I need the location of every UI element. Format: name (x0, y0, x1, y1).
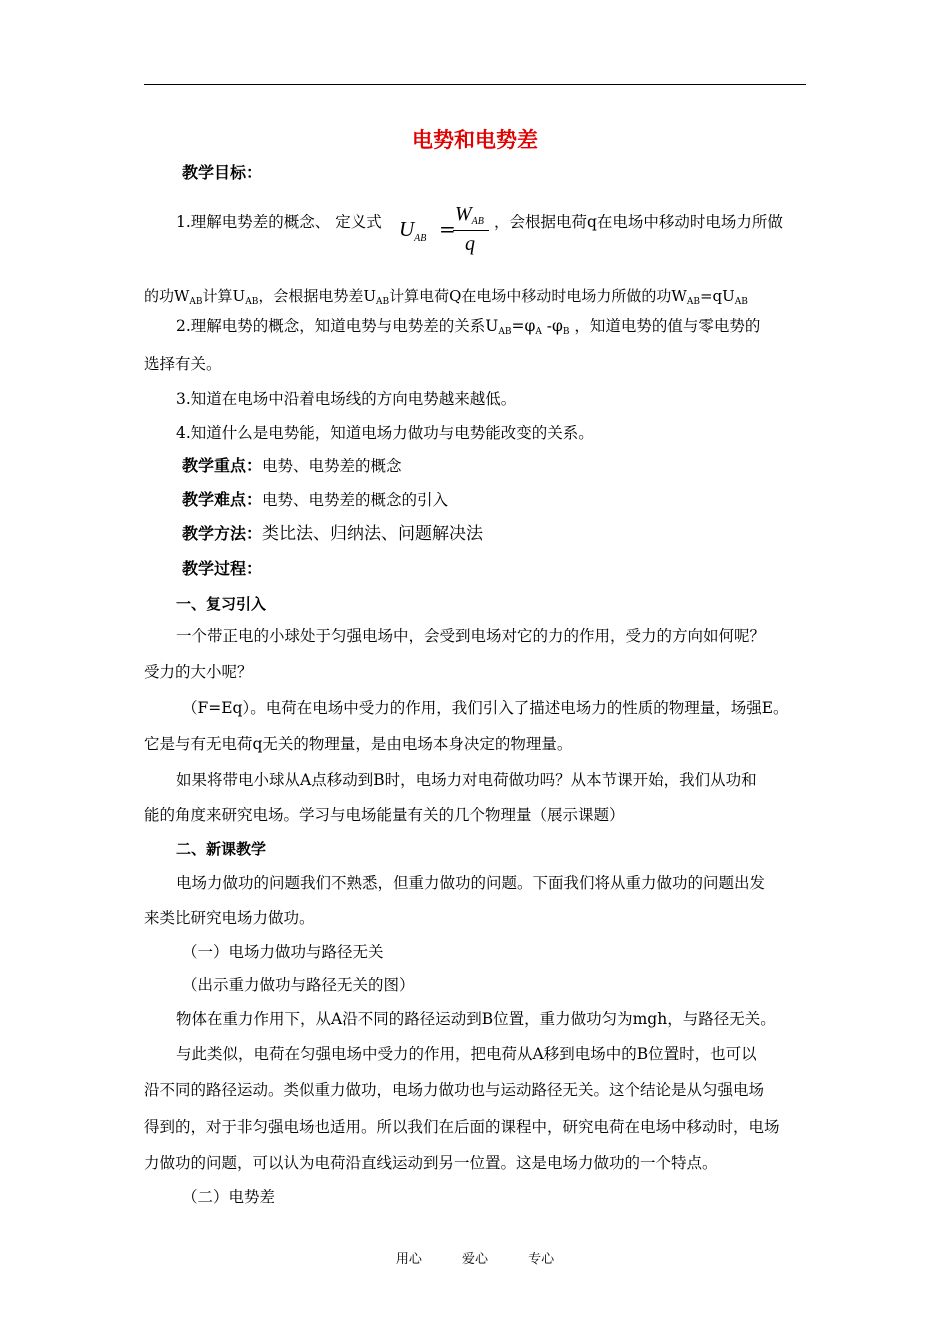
paragraph-3-line-2: 能的角度来研究电场。学习与电场能量有关的几个物理量（展示课题） (144, 806, 625, 824)
formula-denominator: q (465, 233, 475, 255)
paragraph-6-line-1: 与此类似，电荷在匀强电场中受力的作用，把电荷从A移到电场中的B位置时，也可以 (176, 1045, 757, 1063)
paragraph-2-line-2: 它是与有无电荷q无关的物理量，是由电场本身决定的物理量。 (144, 735, 573, 753)
paragraph-1-line-1: 一个带正电的小球处于匀强电场中，会受到电场对它的力的作用，受力的方向如何呢？ (176, 627, 766, 645)
paragraph-6-line-2: 沿不同的路径运动。类似重力做功，电场力做功也与运动路径无关。这个结论是从匀强电场 (144, 1081, 765, 1099)
objectives-heading: 教学目标： (182, 163, 263, 182)
paragraph-1-line-2: 受力的大小呢？ (144, 663, 253, 681)
objective-1-line-2: 的功$W_{AB}$计算$U_{AB}$，会根据电势差$U_{AB}$计算电荷Q在电场中移动时电场力所做的功$W_{AB}=qU_{AB}$ (144, 287, 748, 307)
key-points: 教学重点：电势、电势差的概念 (182, 456, 402, 475)
header-rule (144, 84, 806, 85)
formula-lhs: $U_{AB}$ (399, 217, 427, 244)
objective-3: 3.知道在电场中沿着电场线的方向电势越来越低。 (176, 390, 517, 408)
paragraph-2-line-1: （F=Eq）。电荷在电场中受力的作用，我们引入了描述电场力的性质的物理量，场强E。 (182, 699, 789, 717)
difficult-points: 教学难点：电势、电势差的概念的引入 (182, 490, 449, 509)
footer-text-3: 专心 (528, 1252, 555, 1267)
footer-text-1: 用心 (395, 1252, 422, 1267)
paragraph-5: 物体在重力作用下，从A沿不同的路径运动到B位置，重力做功匀为mgh，与路径无关。 (176, 1010, 776, 1028)
footer-text-2: 爱心 (461, 1252, 488, 1267)
formula-equals: = (439, 217, 456, 241)
teaching-methods: 教学方法：类比法、归纳法、问题解决法 (182, 524, 484, 544)
objective-4: 4.知道什么是电势能，知道电场力做功与电势能改变的关系。 (176, 424, 594, 442)
paragraph-6-line-4: 力做功的问题，可以认为电荷沿直线运动到另一位置。这是电场力做功的一个特点。 (144, 1154, 718, 1172)
formula-numerator: $W_{AB}$ (455, 203, 484, 227)
paragraph-3-line-1: 如果将带电小球从A点移动到B时，电场力对电荷做功吗？从本节课开始，我们从功和 (176, 771, 757, 789)
definition-formula (399, 203, 499, 263)
paragraph-6-line-3: 得到的，对于非匀强电场也适用。所以我们在后面的课程中，研究电荷在电场中移动时，电场 (144, 1118, 780, 1136)
fraction-bar (453, 230, 489, 231)
objective-2: 2.理解电势的概念，知道电势与电势差的关系$U_{AB}=\varphi_A$ $-\varphi_B$ ，知道电势的值与零电势的 (176, 317, 761, 337)
page-title: 电势和电势差 (412, 128, 538, 152)
process-heading: 教学过程： (182, 559, 263, 578)
paragraph-4-line-2: 来类比研究电场力做功。 (144, 909, 315, 927)
subsection-2-heading: （二）电势差 (182, 1188, 276, 1206)
objective-2-line-2: 选择有关。 (144, 355, 222, 373)
objective-1-start: 1.理解电势差的概念、 定义式 (176, 213, 382, 231)
subsection-1-heading: （一）电场力做功与路径无关 (182, 943, 384, 961)
objective-1-continuation: ，会根据电荷q在电场中移动时电场力所做 (494, 213, 783, 231)
section-1-heading: 一、复习引入 (176, 595, 267, 613)
paragraph-4-line-1: 电场力做功的问题我们不熟悉，但重力做功的问题。下面我们将从重力做功的问题出发 (176, 874, 766, 892)
subsection-1-note: （出示重力做功与路径无关的图） (182, 976, 415, 994)
section-2-heading: 二、新课教学 (176, 840, 267, 858)
page-footer (0, 1248, 950, 1267)
